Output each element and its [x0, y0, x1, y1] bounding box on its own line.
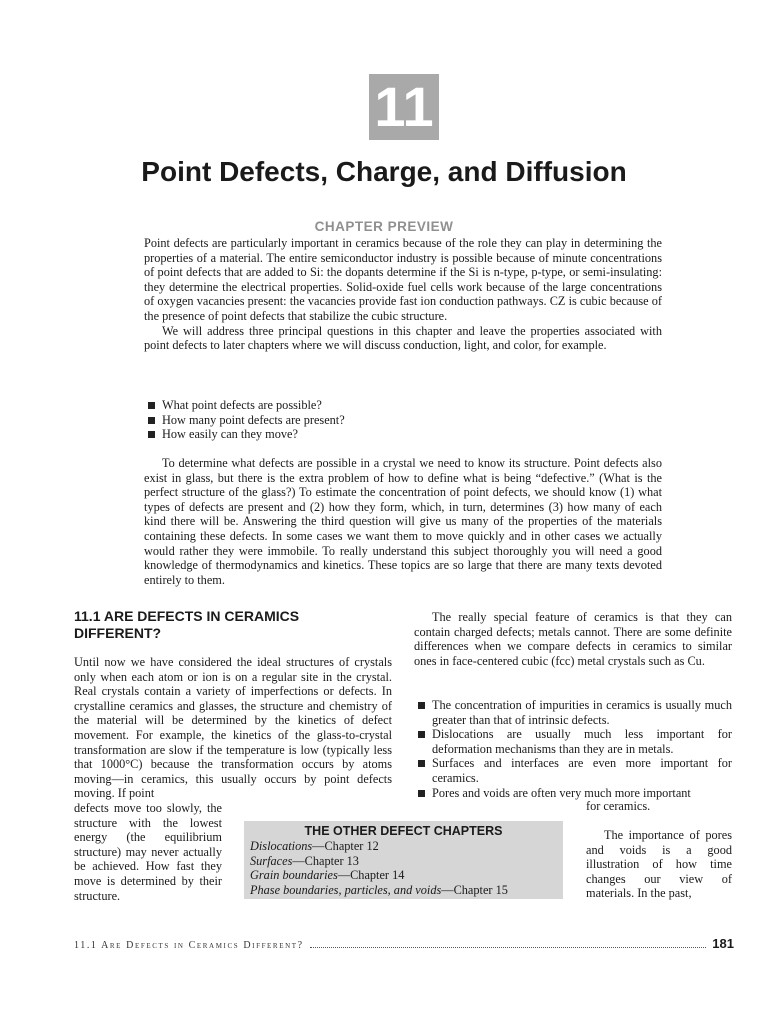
sidebar-ref: —Chapter 15 — [441, 882, 508, 897]
right-column-intro-text: The really special feature of ceramics is that they can contain charged defects; metals cannot. There are some definite differences when we compare defects in ceramics to similar ones in face-centered cubic (fcc) metal crystals such as Cu. — [414, 610, 732, 668]
sidebar-ref: —Chapter 14 — [337, 868, 405, 883]
right-column-narrow — [586, 828, 732, 901]
other-defect-chapters-sidebar — [244, 821, 563, 899]
preview-paragraph-3-block — [144, 456, 662, 587]
differences-tail-text: for ceramics. — [586, 799, 651, 813]
question-list — [144, 398, 662, 442]
sidebar-heading: THE OTHER DEFECT CHAPTERS — [304, 824, 503, 838]
preview-paragraph-3: To determine what defects are possible in a crystal we need to know its structure. Point defects also exist in glass, but there is the extra problem of how to define what is being “defective.” (What is the perfect structure of the glass?) To estimate the concentration of point defects, we should know (1) what types of defects are present and (2) how they form, which, in turn, determines (3) how many of each kind there will be. Answering the third question will give us many of the properties of the materials containing these defects. In some cases we want them to move quickly and in other cases we actually would rather they were immobile. To really understand this subject thoroughly you will need a good knowledge of thermodynamics and kinetics. These topics are so large that there are many texts devoted entirely to them. — [144, 456, 662, 587]
left-column-text: Until now we have considered the ideal structures of crystals only when each atom or ion is on a regular site in the crystal. Real crystals contain a variety of imperfections or defects. In crystalline ceramics and glasses, the structure and chemistry of the material will be determined by the kinetics of defect movement. For example, the kinetics of the glass-to-crystal transformation are slow if the temperature is low (typically less that 1000°C) because the transformation occurs by atoms moving—in ceramics, this usually occurs by point defects moving. If point — [74, 655, 392, 801]
difference-item: Dislocations are usually much less important for deformation mechanisms than they are in metals. — [414, 727, 732, 756]
chapter-number-badge: 11 — [369, 74, 439, 140]
sidebar-row — [250, 868, 557, 883]
sidebar-topic: Grain boundaries — [250, 868, 338, 883]
differences-tail — [586, 799, 732, 814]
sidebar-row — [250, 839, 557, 854]
difference-item: Pores and voids are often very much more important — [414, 786, 732, 801]
preview-paragraph-2: We will address three principal questions in this chapter and leave the properties associated with point defects to later chapters where we will discuss conduction, light, and color, for example. — [144, 323, 662, 353]
sidebar-row — [250, 883, 557, 898]
right-column-intro — [414, 610, 732, 668]
question-item: How easily can they move? — [144, 427, 662, 442]
difference-item: The concentration of impurities in ceramics is usually much greater than that of intrinsic defects. — [414, 698, 732, 727]
right-column-narrow-text: The importance of pores and voids is a good illustration of how time changes our view of materials. In the past, — [586, 828, 732, 901]
sidebar-topic: Surfaces — [250, 853, 293, 868]
leader-dots — [310, 947, 707, 948]
chapter-preview-text — [144, 236, 662, 353]
chapter-preview-heading: CHAPTER PREVIEW — [314, 219, 454, 234]
left-column-paragraph — [74, 655, 392, 801]
left-column-narrow-text: defects move too slowly, the structure with the lowest energy (the equilibrium structure) may never actually be achieved. How fast they move is determined by their structure. — [74, 801, 222, 903]
page-number: 181 — [712, 936, 734, 951]
sidebar-topic: Phase boundaries, particles, and voids — [250, 882, 442, 897]
page-footer — [74, 936, 734, 954]
question-item: What point defects are possible? — [144, 398, 662, 413]
sidebar-ref: —Chapter 13 — [292, 853, 359, 868]
section-heading — [74, 608, 374, 642]
running-head: 11.1 Are Defects in Ceramics Different? — [74, 940, 304, 951]
difference-item: Surfaces and interfaces are even more important for ceramics. — [414, 756, 732, 785]
sidebar-ref: —Chapter 12 — [312, 839, 379, 853]
sidebar-row — [250, 854, 557, 869]
sidebar-topic: Dislocations — [250, 839, 313, 853]
left-column-narrow — [74, 801, 222, 903]
chapter-title: Point Defects, Charge, and Diffusion — [141, 156, 627, 187]
differences-list — [414, 698, 732, 800]
preview-paragraph-1: Point defects are particularly important in ceramics because of the role they can play in determining the properties of a material. The entire semiconductor industry is possible because of minute concentrations of point defects that are added to Si: the dopants determine if the Si is n-type, p-type, or semi-insulating: they determine the electrical properties. Solid-oxide fuel cells work because of the large concentrations of oxygen vacancies present: the vacancies provide fast ion conduction pathways. CZ is cubic because of the presence of point defects that stabilize the cubic structure. — [144, 236, 662, 323]
question-item: How many point defects are present? — [144, 413, 662, 428]
section-heading-line-1: 11.1 ARE DEFECTS IN CERAMICS — [74, 608, 300, 624]
section-heading-line-2: DIFFERENT? — [74, 625, 162, 641]
